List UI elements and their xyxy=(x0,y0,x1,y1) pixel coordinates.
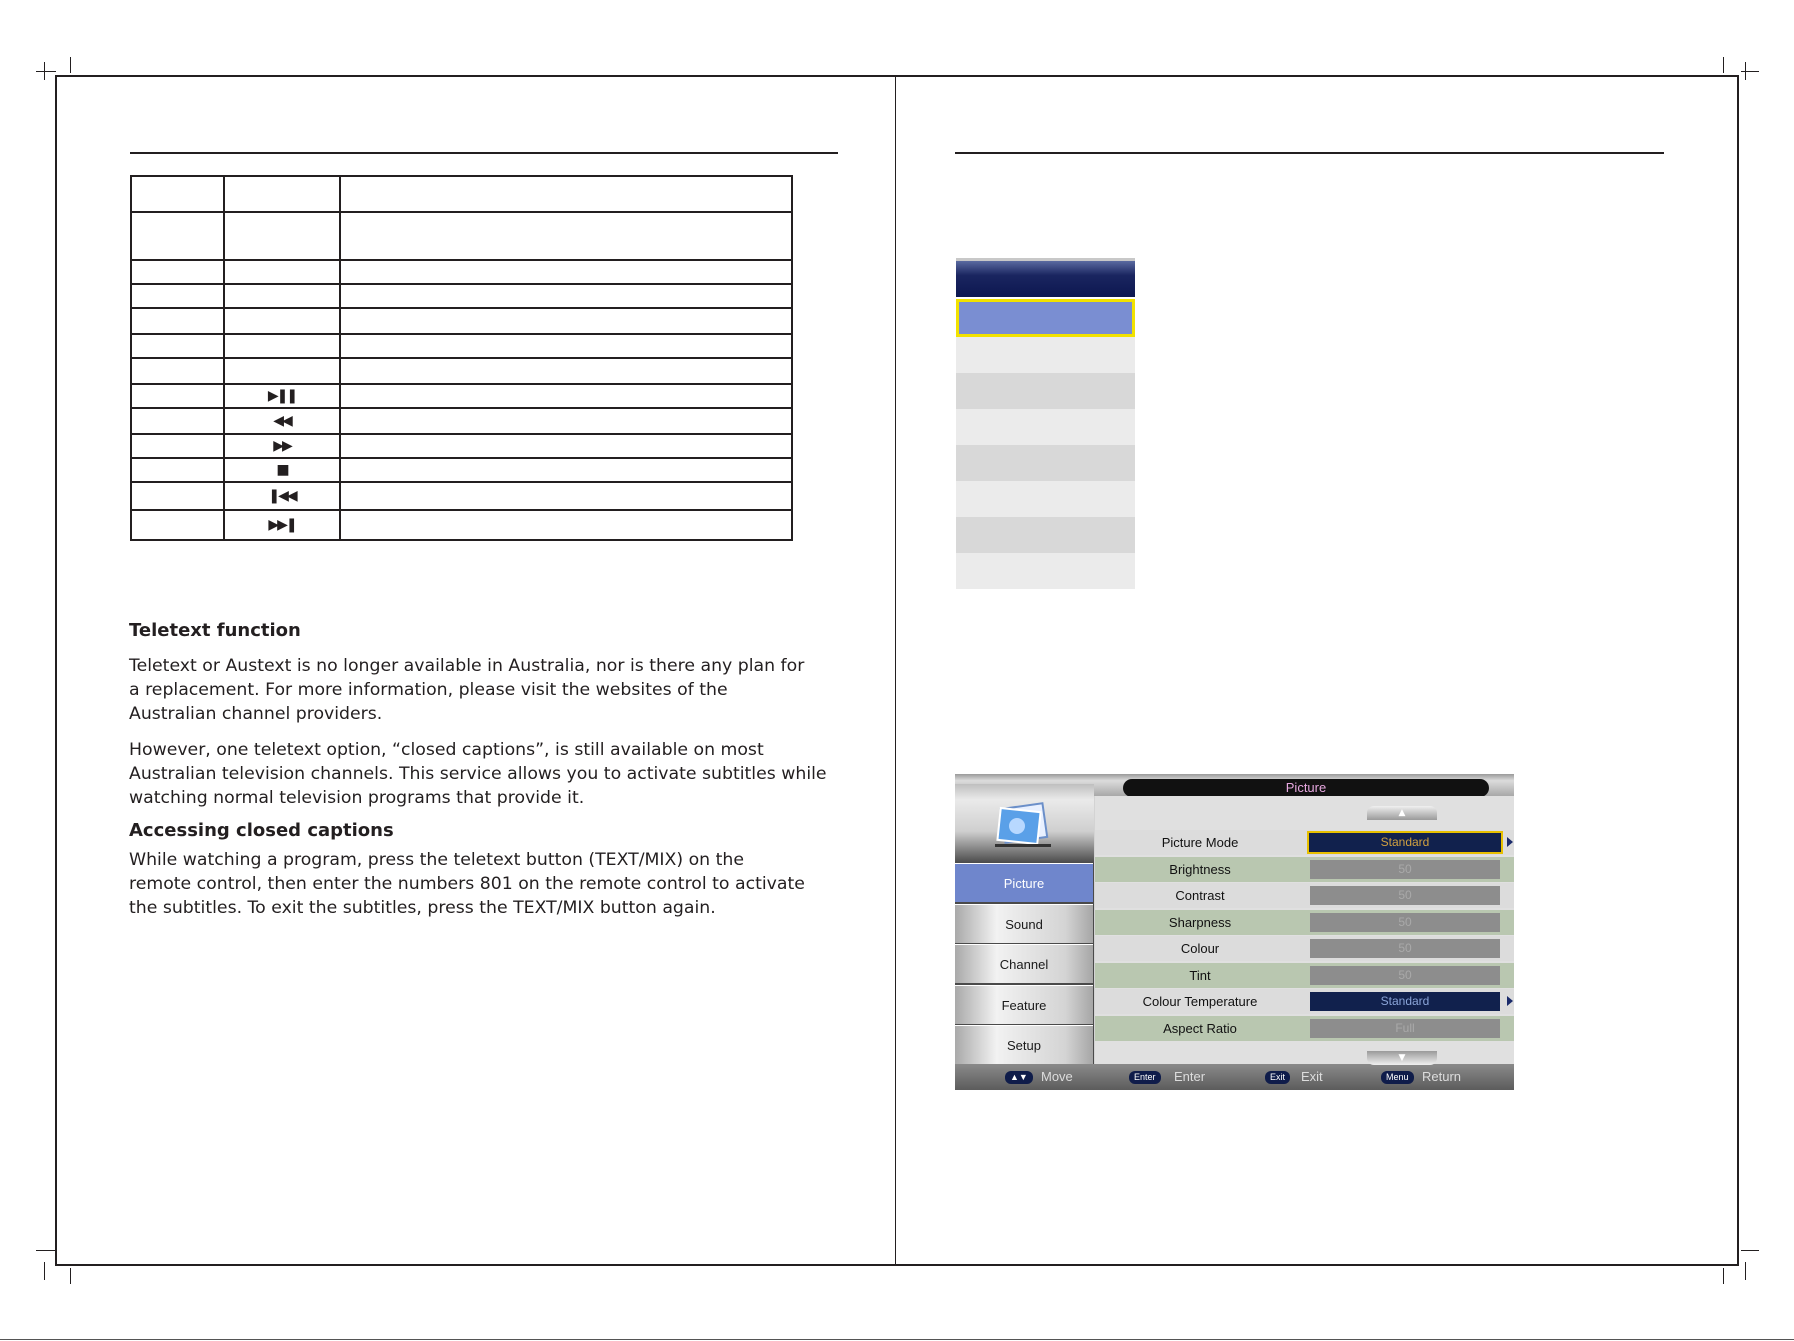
key-table-row xyxy=(131,482,792,510)
setting-row-colour-temperature[interactable] xyxy=(1095,989,1514,1014)
crop-mark xyxy=(70,1268,71,1284)
bottom-edge-line xyxy=(0,1339,1794,1340)
setting-value[interactable]: Full xyxy=(1310,1019,1500,1038)
setting-row-tint[interactable] xyxy=(1095,963,1514,988)
key-table-cell xyxy=(224,260,340,284)
sidebar-item-feature[interactable]: Feature xyxy=(955,985,1093,1024)
crop-mark xyxy=(1723,1268,1724,1284)
right-header-rule xyxy=(955,152,1664,154)
key-table-cell xyxy=(340,334,792,358)
menu-header-bar xyxy=(956,258,1135,297)
menu-row xyxy=(956,445,1135,481)
key-table-row xyxy=(131,260,792,284)
key-table-row xyxy=(131,176,792,212)
setting-label: Contrast xyxy=(1175,888,1225,903)
move-label: Move xyxy=(1041,1069,1073,1084)
key-table-cell xyxy=(224,308,340,334)
setting-label: Sharpness xyxy=(1168,914,1232,930)
page-divider xyxy=(895,75,896,1266)
key-table-cell xyxy=(131,384,224,408)
crop-mark xyxy=(44,62,45,80)
menu-list-illustration xyxy=(956,258,1135,589)
remote-key-table xyxy=(130,175,793,541)
key-table-row xyxy=(131,308,792,334)
menu-key-hint: Menu xyxy=(1381,1071,1414,1084)
scroll-up-button[interactable]: ▲ xyxy=(1367,806,1437,820)
key-table-cell xyxy=(224,384,340,408)
stop-icon: ■ xyxy=(276,462,288,478)
key-table-cell xyxy=(131,358,224,384)
key-table-cell xyxy=(340,358,792,384)
crop-mark xyxy=(1745,62,1746,80)
key-table-cell xyxy=(224,408,340,434)
next-icon: ▶▶❚ xyxy=(268,517,296,533)
setting-label: Picture Mode xyxy=(1161,835,1239,850)
key-table-cell xyxy=(340,434,792,458)
key-table-cell xyxy=(340,408,792,434)
setting-row-contrast[interactable] xyxy=(1095,883,1514,908)
menu-row xyxy=(956,553,1135,589)
menu-row xyxy=(956,337,1135,373)
fast-forward-icon: ▶▶ xyxy=(273,438,291,454)
move-key-hint: ▲▼ xyxy=(1005,1071,1033,1084)
sidebar-item-setup[interactable]: Setup xyxy=(955,1025,1093,1064)
return-label: Return xyxy=(1422,1069,1462,1084)
key-table-cell xyxy=(224,458,340,482)
teletext-paragraph-2: However, one teletext option, “closed captions”, is still available on most Australian television channels. This service allows you to activate subtitles while watching normal television programs that provide it. xyxy=(129,740,827,808)
key-table-cell xyxy=(340,308,792,334)
osd-picture-icon-box xyxy=(955,784,1094,863)
menu-row xyxy=(956,517,1135,553)
scroll-down-button[interactable]: ▼ xyxy=(1367,1051,1437,1065)
setting-row-picture-mode[interactable] xyxy=(1095,830,1514,855)
key-table-row xyxy=(131,458,792,482)
key-table-cell xyxy=(131,408,224,434)
enter-key-hint: Enter xyxy=(1129,1071,1161,1084)
key-table-cell xyxy=(131,458,224,482)
crop-mark xyxy=(44,1262,45,1280)
key-table-row xyxy=(131,384,792,408)
setting-label: Colour xyxy=(1180,941,1220,956)
key-table-cell xyxy=(224,212,340,260)
setting-label: Aspect Ratio xyxy=(1163,1020,1237,1036)
setting-row-colour[interactable] xyxy=(1095,936,1514,961)
key-table-row xyxy=(131,408,792,434)
previous-icon: ❚◀◀ xyxy=(268,488,296,504)
key-table-cell xyxy=(131,308,224,334)
rewind-icon: ◀◀ xyxy=(273,413,291,429)
setting-value[interactable]: 50 xyxy=(1310,939,1500,958)
key-table-row xyxy=(131,510,792,540)
key-table-cell xyxy=(131,212,224,260)
menu-row xyxy=(956,373,1135,409)
play-pause-icon: ▶❚❚ xyxy=(267,388,297,404)
setting-row-sharpness[interactable] xyxy=(1095,910,1514,935)
key-table-cell xyxy=(340,482,792,510)
key-table-cell xyxy=(224,284,340,308)
key-table-row xyxy=(131,358,792,384)
key-table-cell xyxy=(131,482,224,510)
key-table-cell xyxy=(340,212,792,260)
teletext-heading: Teletext function xyxy=(129,620,301,641)
osd-footer xyxy=(955,1064,1514,1090)
key-table-cell xyxy=(340,458,792,482)
picture-category-icon xyxy=(955,784,1094,863)
setting-value[interactable]: 50 xyxy=(1310,886,1500,905)
key-table-cell xyxy=(224,434,340,458)
captions-paragraph: While watching a program, press the teletext button (TEXT/MIX) on the remote control, then enter the numbers 801 on the remote control to activate the subtitles. To exit the subtitles, press the TEXT/MIX button again. xyxy=(129,850,805,918)
key-table-cell xyxy=(131,510,224,540)
key-table-row xyxy=(131,434,792,458)
key-table-cell xyxy=(224,510,340,540)
osd-title: Picture xyxy=(1123,779,1489,797)
crop-mark xyxy=(1741,1250,1759,1251)
setting-value[interactable]: Standard xyxy=(1307,831,1503,854)
setting-row-brightness[interactable] xyxy=(1095,857,1514,882)
crop-mark xyxy=(1723,57,1724,73)
enter-label: Enter xyxy=(1174,1069,1206,1084)
key-table-cell xyxy=(340,384,792,408)
teletext-paragraph-1: Teletext or Austext is no longer available in Australia, nor is there any plan for a replacement. For more information, please visit the websites of the Australian channel providers. xyxy=(129,656,805,724)
key-table-row xyxy=(131,284,792,308)
setting-label: Colour Temperature xyxy=(1142,994,1258,1009)
key-table-cell xyxy=(340,510,792,540)
key-table-cell xyxy=(131,334,224,358)
menu-row xyxy=(956,409,1135,445)
setting-value[interactable]: 50 xyxy=(1310,913,1500,932)
tv-picture-menu xyxy=(955,774,1514,1090)
setting-value[interactable]: 50 xyxy=(1310,860,1500,879)
exit-key-hint: Exit xyxy=(1265,1071,1290,1084)
sidebar-item-picture[interactable]: Picture xyxy=(955,863,1093,902)
crop-mark xyxy=(1745,1262,1746,1280)
key-table-cell xyxy=(131,434,224,458)
key-table-cell xyxy=(224,176,340,212)
key-table-cell xyxy=(131,260,224,284)
crop-mark xyxy=(36,1250,56,1251)
setting-value[interactable]: Standard xyxy=(1310,992,1500,1011)
key-table-row xyxy=(131,212,792,260)
left-header-rule xyxy=(130,152,838,154)
sidebar-item-sound[interactable]: Sound xyxy=(955,904,1093,943)
key-table-cell xyxy=(340,284,792,308)
captions-heading: Accessing closed captions xyxy=(129,820,394,841)
menu-row xyxy=(956,481,1135,517)
key-table-cell xyxy=(224,334,340,358)
key-table-cell xyxy=(224,358,340,384)
setting-value[interactable]: 50 xyxy=(1310,966,1500,985)
key-table-cell xyxy=(340,176,792,212)
crop-mark xyxy=(70,57,71,73)
key-table-cell xyxy=(131,284,224,308)
crop-mark xyxy=(36,71,56,72)
setting-label: Brightness xyxy=(1169,861,1231,877)
arrow-right-icon xyxy=(1507,996,1513,1006)
key-table-cell xyxy=(224,482,340,510)
key-table-cell xyxy=(340,260,792,284)
setting-label: Tint xyxy=(1189,967,1211,983)
menu-selected-row xyxy=(956,299,1135,337)
exit-label: Exit xyxy=(1301,1069,1323,1084)
sidebar-item-channel[interactable]: Channel xyxy=(955,944,1093,983)
crop-mark xyxy=(1741,71,1759,72)
key-table-row xyxy=(131,334,792,358)
setting-row-aspect-ratio[interactable] xyxy=(1095,1016,1514,1041)
key-table-cell xyxy=(131,176,224,212)
arrow-right-icon xyxy=(1507,837,1513,847)
